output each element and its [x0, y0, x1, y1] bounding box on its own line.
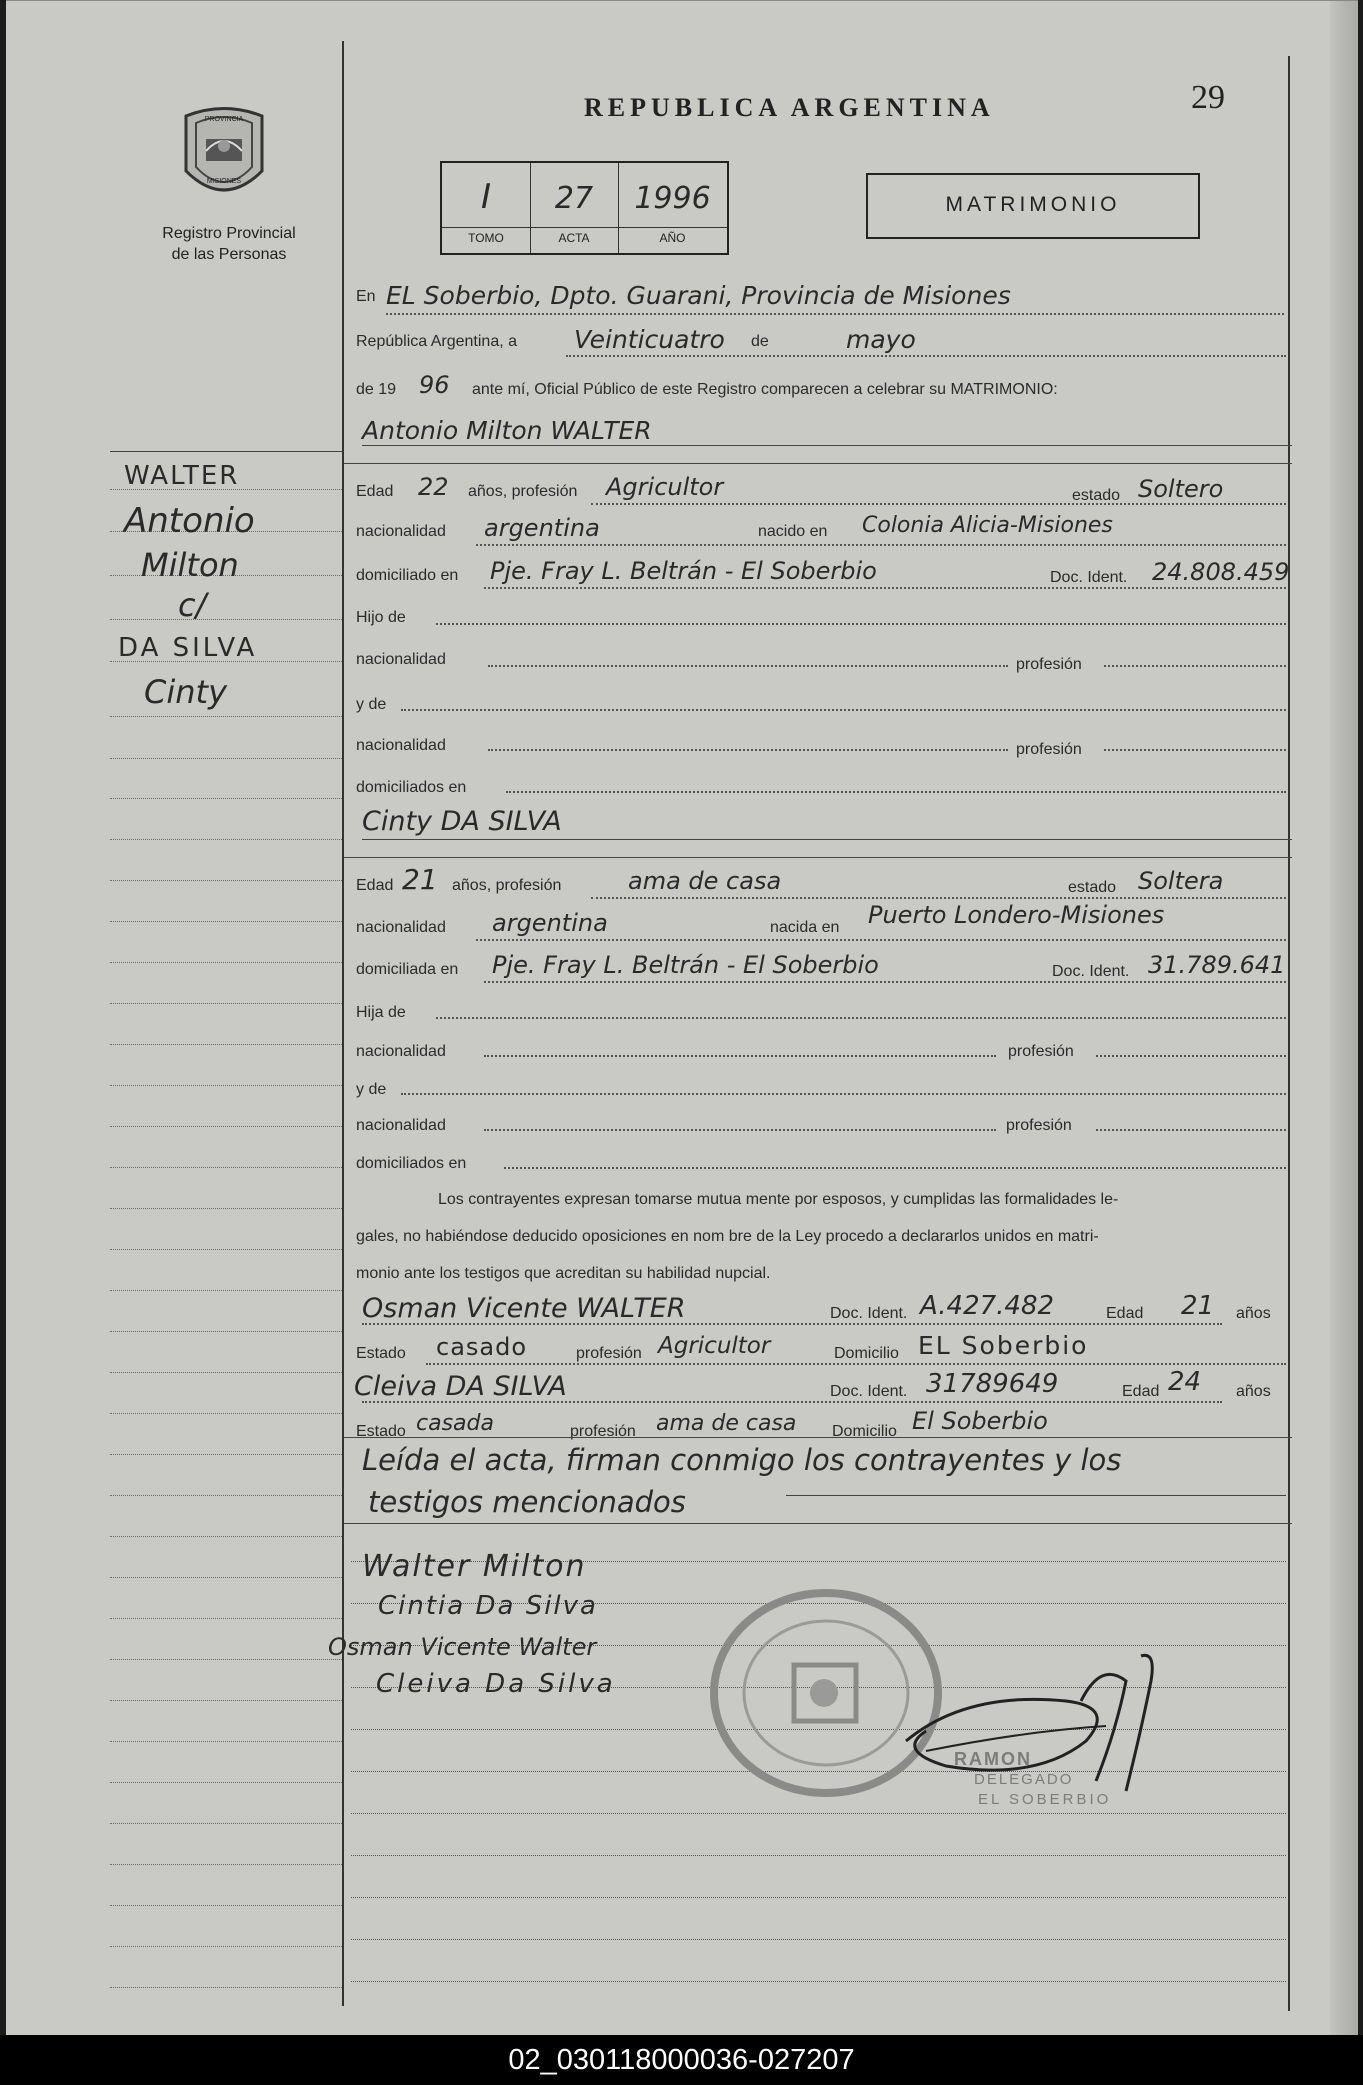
republica-label: República Argentina, a	[356, 333, 517, 350]
bride-nacida-label: nacida en	[770, 919, 840, 936]
groom-doc: 24.808.459	[1152, 558, 1290, 586]
acta-value: 27	[554, 181, 594, 216]
bride-edad-label: Edad	[356, 877, 394, 894]
groom-edad-label: Edad	[356, 483, 394, 500]
witness1-profession: Agricultor	[658, 1333, 771, 1359]
stamp-line3: EL SOBERBIO	[978, 1791, 1112, 1808]
day-value: Veinticuatro	[574, 325, 725, 354]
declaration-line1: Los contrayentes expresan tomarse mutua mente por esposos, y cumplidas las formalidades le-	[438, 1191, 1119, 1208]
groom-anos-profesion: años, profesión	[468, 483, 578, 500]
witness1-estado-label: Estado	[356, 1345, 406, 1362]
witness2-profesion-label: profesión	[570, 1423, 636, 1440]
year-prefix: de 19	[356, 381, 397, 398]
declaration-line2: gales, no habiéndose deducido oposiciones en nom bre de la Ley procedo a declararlos unidos en matri-	[356, 1228, 1099, 1245]
groom-nacionalidad-label: nacionalidad	[356, 523, 446, 540]
tomo-label: TOMO	[468, 231, 504, 245]
stamp-line2: DELEGADO	[974, 1771, 1074, 1788]
witness1-domicilio-label: Domicilio	[834, 1345, 899, 1362]
bride-anos-profesion: años, profesión	[452, 877, 562, 894]
bride-estado: Soltera	[1138, 867, 1224, 895]
stamp-line1: RAMON	[954, 1749, 1032, 1769]
margin-firstname-bride: Cinty	[144, 673, 227, 711]
left-margin-rule	[342, 41, 344, 2006]
witness2-profession: ama de casa	[656, 1411, 797, 1436]
witness1-anos-label: años	[1236, 1305, 1271, 1322]
groom-hijo-label: Hijo de	[356, 609, 406, 626]
bride-estado-label: estado	[1068, 879, 1117, 896]
registry-name-line2: de las Personas	[171, 246, 287, 263]
witness1-doc-label: Doc. Ident.	[830, 1305, 908, 1322]
groom-profession: Agricultor	[606, 473, 724, 501]
record-type-label: MATRIMONIO	[945, 193, 1121, 216]
witness2-doc-label: Doc. Ident.	[830, 1383, 908, 1400]
groom-name: Antonio Milton WALTER	[362, 416, 652, 445]
bride-hija-label: Hija de	[356, 1004, 406, 1021]
margin-surname-groom: WALTER	[124, 461, 240, 491]
bride-nacionalidad: argentina	[492, 909, 608, 937]
closing-line1: Leída el acta, firman conmigo los contrayentes y los	[362, 1443, 1122, 1477]
witness2-domicile: El Soberbio	[912, 1407, 1048, 1435]
bride-prof2-label: profesión	[1008, 1043, 1074, 1060]
bride-name: Cinty DA SILVA	[362, 806, 562, 837]
witness2-estado-label: Estado	[356, 1423, 406, 1440]
bride-domiciliada-label: domiciliada en	[356, 961, 459, 978]
groom-age: 22	[418, 473, 449, 501]
witness1-doc: A.427.482	[920, 1291, 1055, 1321]
groom-doc-label: Doc. Ident.	[1050, 569, 1128, 586]
witness2-doc: 31789649	[926, 1369, 1059, 1399]
bride-doc: 31.789.641	[1148, 951, 1286, 979]
groom-domicile: Pje. Fray L. Beltrán - El Soberbio	[490, 557, 877, 585]
tomo-value: I	[480, 177, 492, 217]
signature-bride: Cintia Da Silva	[378, 1591, 598, 1621]
ano-label: AÑO	[659, 231, 686, 245]
witness2-edad-label: Edad	[1122, 1383, 1160, 1400]
groom-prof2-label: profesión	[1016, 656, 1082, 673]
witness1-domicile: EL Soberbio	[918, 1331, 1089, 1360]
month-value: mayo	[846, 325, 916, 354]
registry-name-line1: Registro Provincial	[162, 225, 296, 242]
witness2-estado: casada	[416, 1411, 494, 1436]
year-suffix: 96	[419, 371, 450, 399]
margin-conjunction: c/	[178, 586, 207, 624]
groom-nacionalidad: argentina	[484, 514, 600, 542]
groom-estado: Soltero	[1138, 475, 1224, 503]
groom-nacido-label: nacido en	[758, 523, 828, 540]
closing-line2: testigos mencionados	[368, 1485, 686, 1519]
seal-text-top: PROVINCIA	[204, 116, 244, 123]
province-seal-logo	[176, 101, 272, 211]
seal-text-bottom: MISIONES	[206, 178, 242, 185]
margin-surname-bride: DA SILVA	[118, 633, 258, 663]
groom-yde-label: y de	[356, 696, 387, 713]
margin-firstname-groom: Antonio	[124, 501, 255, 541]
signature-witness1: Osman Vicente Walter	[328, 1633, 597, 1661]
ano-value: 1996	[634, 181, 711, 216]
bride-nac3-label: nacionalidad	[356, 1117, 446, 1134]
page-number: 29	[1191, 79, 1225, 116]
groom-nac3-label: nacionalidad	[356, 737, 446, 754]
en-label: En	[356, 288, 376, 305]
record-type-box	[866, 173, 1200, 239]
bride-birthplace: Puerto Londero-Misiones	[868, 901, 1165, 929]
bride-doc-label: Doc. Ident.	[1052, 963, 1130, 980]
bride-nac2-label: nacionalidad	[356, 1043, 446, 1060]
bride-prof3-label: profesión	[1006, 1117, 1072, 1134]
right-margin-rule	[1288, 56, 1290, 2011]
signature-groom: Walter Milton	[362, 1549, 587, 1584]
country-heading: REPUBLICA ARGENTINA	[584, 93, 995, 122]
groom-nac2-label: nacionalidad	[356, 651, 446, 668]
place-value: EL Soberbio, Dpto. Guarani, Provincia de Misiones	[386, 281, 1011, 310]
declaration-line3: monio ante los testigos que acreditan su habilidad nupcial.	[356, 1265, 771, 1282]
bride-profession: ama de casa	[628, 867, 782, 895]
witness1-edad-label: Edad	[1106, 1305, 1144, 1322]
bride-yde-label: y de	[356, 1081, 387, 1098]
bride-domiciliados-label: domiciliados en	[356, 1155, 467, 1172]
acta-label: ACTA	[558, 231, 590, 245]
de-label: de	[751, 333, 769, 350]
groom-domiciliados-label: domiciliados en	[356, 779, 467, 796]
official-signature-mark	[886, 1641, 1186, 1811]
signature-witness2: Cleiva Da Silva	[376, 1669, 616, 1699]
bride-age: 21	[402, 863, 438, 896]
intro-text: ante mí, Oficial Público de este Registro comparecen a celebrar su MATRIMONIO:	[472, 381, 1058, 398]
witness1-estado: casado	[436, 1333, 528, 1361]
witness1-profesion-label: profesión	[576, 1345, 642, 1362]
page-edge	[1330, 1, 1358, 2036]
witness2-age: 24	[1168, 1367, 1202, 1397]
groom-prof3-label: profesión	[1016, 741, 1082, 758]
footer-caption: 02_030118000036-027207	[0, 2035, 1363, 2085]
bride-domicile: Pje. Fray L. Beltrán - El Soberbio	[492, 951, 879, 979]
document-page	[6, 0, 1358, 2036]
margin-middlename-groom: Milton	[141, 546, 239, 584]
witness1-name: Osman Vicente WALTER	[362, 1293, 686, 1324]
witness1-age: 21	[1181, 1291, 1215, 1321]
bride-nacionalidad-label: nacionalidad	[356, 919, 446, 936]
witness2-name: Cleiva DA SILVA	[354, 1371, 567, 1402]
groom-estado-label: estado	[1072, 487, 1121, 504]
witness2-anos-label: años	[1236, 1383, 1271, 1400]
record-number-box	[440, 161, 729, 255]
groom-birthplace: Colonia Alicia-Misiones	[862, 513, 1113, 538]
witness2-domicilio-label: Domicilio	[832, 1423, 897, 1440]
groom-domiciliado-label: domiciliado en	[356, 567, 459, 584]
